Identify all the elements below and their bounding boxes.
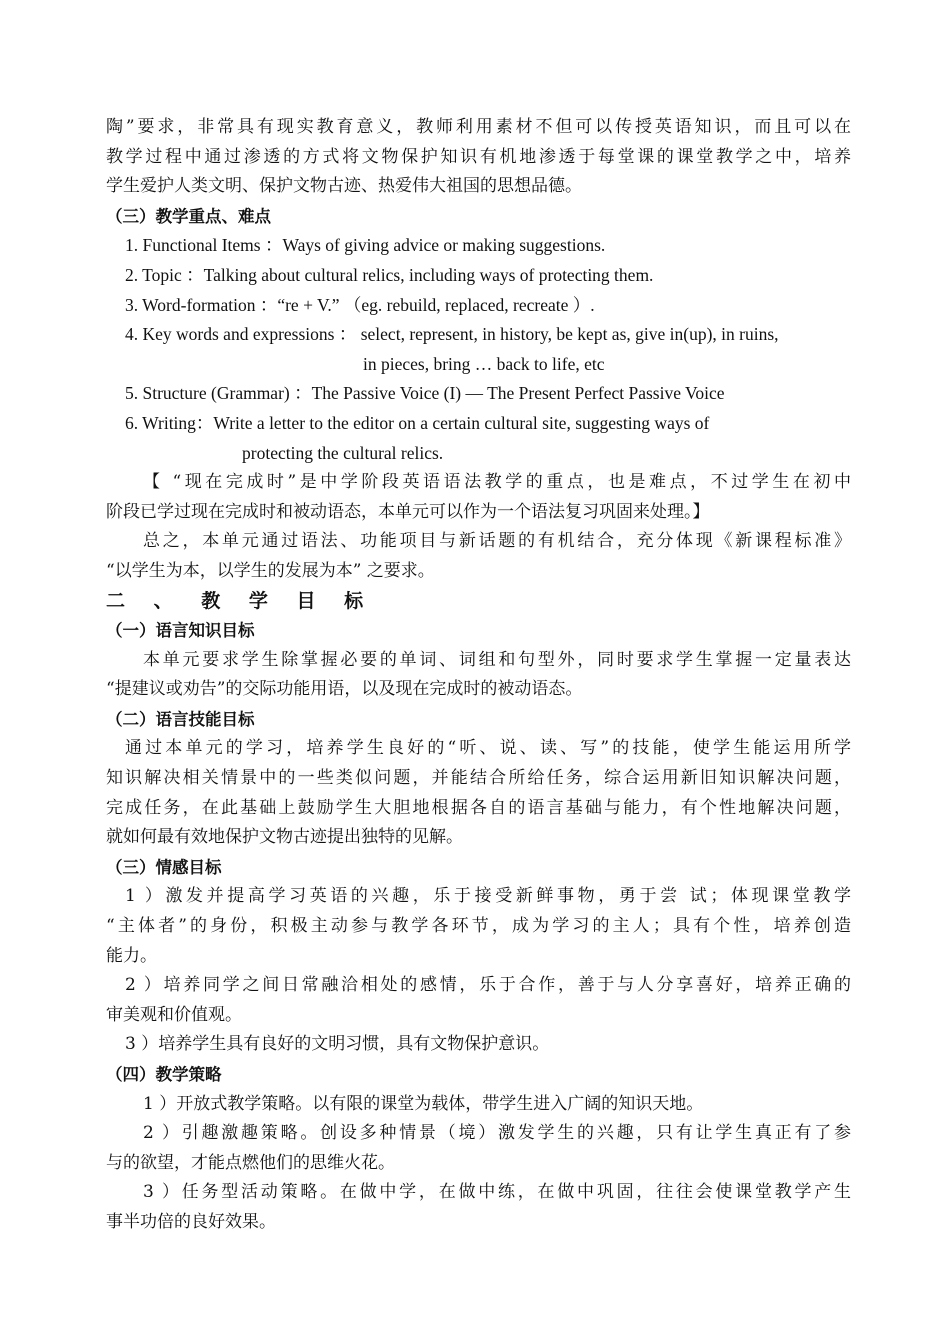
list-item: 事半功倍的良好效果。 bbox=[106, 1211, 276, 1232]
list-item: 审美观和价值观。 bbox=[106, 1004, 242, 1025]
paragraph-line: 知识解决相关情景中的一些类似问题，并能结合所给任务，综合运用新旧知识解决问题， bbox=[106, 768, 851, 789]
focus-item: 4. Key words and expressions ： select, represent, in history, be kept as, give in(up), in ruins, bbox=[125, 324, 779, 345]
list-item: “主体者”的身份，积极主动参与教学各环节，成为学习的主人；具有个性，培养创造 bbox=[106, 916, 851, 937]
list-item: 3 ）培养学生具有良好的文明习惯，具有文物保护意识。 bbox=[125, 1034, 550, 1055]
paragraph-line: “提建议或劝告”的交际功能用语，以及现在完成时的被动语态。 bbox=[106, 679, 583, 700]
paragraph-line: 本单元要求学生除掌握必要的单词、词组和句型外，同时要求学生掌握一定量表达 bbox=[143, 649, 851, 670]
section-heading-focus: （三）教学重点、难点 bbox=[106, 206, 271, 226]
list-item: 2 ）培养同学之间日常融洽相处的感情，乐于合作，善于与人分享喜好，培养正确的 bbox=[125, 975, 851, 996]
focus-item-continuation: protecting the cultural relics. bbox=[242, 442, 444, 463]
list-item: 2 ）引趣激趣策略。创设多种情景（境）激发学生的兴趣，只有让学生真正有了参 bbox=[143, 1123, 851, 1144]
focus-item: 1. Functional Items ：Ways of giving advice or making suggestions. bbox=[125, 235, 606, 256]
paragraph-line: 就如何最有效地保护文物古迹提出独特的见解。 bbox=[106, 827, 463, 848]
subheading-affect: （三）情感目标 bbox=[106, 857, 222, 877]
document-page bbox=[106, 113, 851, 1238]
list-item: 与的欲望，才能点燃他们的思维火花。 bbox=[106, 1152, 395, 1173]
subheading-strategy: （四）教学策略 bbox=[106, 1065, 222, 1084]
intro-line: 陶”要求，非常具有现实教育意义，教师利用素材不但可以传授英语知识，而且可以在 bbox=[106, 117, 851, 137]
list-item: 3 ）任务型活动策略。在做中学，在做中练，在做中巩固，往往会使课堂教学产生 bbox=[143, 1182, 851, 1203]
paragraph-line: 通过本单元的学习，培养学生良好的“听、说、读、写”的技能，使学生能运用所学 bbox=[125, 738, 851, 759]
subheading-skills: （二）语言技能目标 bbox=[106, 709, 255, 729]
focus-item: 2. Topic ：Talking about cultural relics, including ways of protecting them. bbox=[125, 264, 654, 285]
focus-item: 6. Writing：Write a letter to the editor on a certain cultural site, suggesting ways of bbox=[125, 412, 710, 433]
focus-summary: “以学生为本，以学生的发展为本” 之要求。 bbox=[106, 560, 435, 581]
subheading-knowledge: （一）语言知识目标 bbox=[106, 621, 255, 641]
focus-item-continuation: in pieces, bring … back to life, etc bbox=[363, 353, 605, 374]
intro-line: 教学过程中通过渗透的方式将文物保护知识有机地渗透于每堂课的课堂教学之中，培养 bbox=[106, 146, 851, 167]
focus-note: 【 “现在完成时”是中学阶段英语语法教学的重点，也是难点，不过学生在初中 bbox=[143, 472, 851, 493]
focus-item: 5. Structure (Grammar) ：The Passive Voice (I) — The Present Perfect Passive Voice bbox=[125, 383, 725, 404]
list-item: 1 ）开放式教学策略。以有限的课堂为载体，带学生进入广阔的知识天地。 bbox=[143, 1093, 704, 1114]
list-item: 1 ）激发并提高学习英语的兴趣，乐于接受新鲜事物，勇于尝 试；体现课堂教学 bbox=[125, 886, 851, 907]
intro-line: 学生爱护人类文明、保护文物古迹、热爱伟大祖国的思想品德。 bbox=[106, 176, 582, 197]
section-heading-goals: 二 、 教 学 目 标 bbox=[106, 589, 375, 612]
focus-summary: 总之，本单元通过语法、功能项目与新话题的有机结合，充分体现《新课程标准》 bbox=[143, 531, 851, 552]
paragraph-line: 完成任务，在此基础上鼓励学生大胆地根据各自的语言基础与能力，有个性地解决问题， bbox=[106, 797, 851, 818]
focus-item: 3. Word-formation ：“re + V.” （eg. rebuild, replaced, recreate ）. bbox=[125, 294, 595, 315]
list-item: 能力。 bbox=[106, 945, 157, 966]
focus-note: 阶段已学过现在完成时和被动语态，本单元可以作为一个语法复习巩固来处理。】 bbox=[106, 501, 710, 522]
